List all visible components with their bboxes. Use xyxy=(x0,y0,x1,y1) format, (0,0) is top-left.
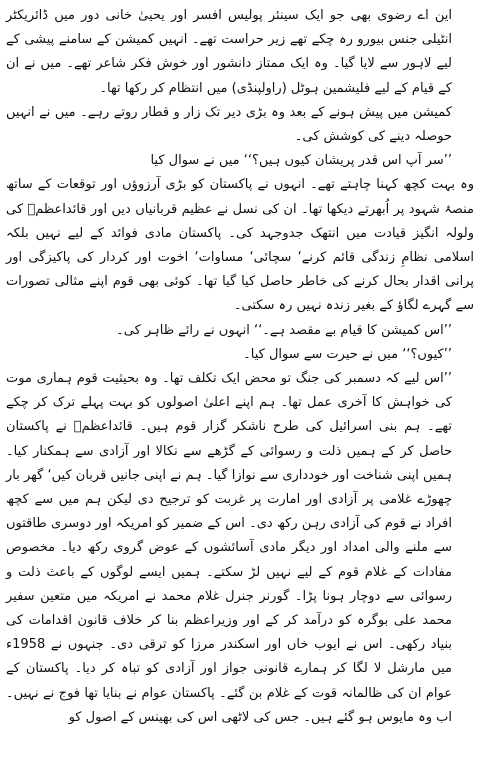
paragraph-question-why: ’’کیوں؟‘‘ میں نے حیرت سے سوال کیا۔ xyxy=(243,346,452,362)
paragraph-december-war: ’’اس لیے کہ دسمبر کی جنگ تو محض ایک تکلف تھا۔ وہ بحیثیت قوم ہماری موت کی خواہش کا آخری عمل تھا۔ ہم اپنے اعلیٰ اصولوں کو بہت پہلے ترک کر چکے تھے۔ ہم بنی اسرائیل کی طرح ناشکر گزار قوم ہیں۔ قائداعظمؒ نے پاکستان حاصل کر کے ہمیں ذلت و رسوائی کے گڑھے سے نکالا اور آزادی سے ہمکنار کیا۔ ہمیں اپنی شناخت اور خودداری سے نوازا گیا۔ ہم نے اپنی جانیں قربان کیں‘ گھر بار چھوڑے غلامی پر آزادی اور امارت پر غربت کو ترجیح دی لیکن ہم میں سے کچھ افراد نے قوم کی آزادی رہن رکھ دی۔ اس کے ضمیر کو امریکہ اور دوسری طاقتوں سے ملنے والی امداد اور دیگر مادی آسائشوں کے عوض گروی رکھ دیا۔ مخصوص مفادات کے غلام قوم کے لیے نہیں لڑ سکتے۔ ہمیں ایسے لوگوں کے باعث ذلت و رسوائی سے دوچار ہونا پڑا۔ گورنر جنرل غلام محمد نے امریکہ میں متعین سفیر محمد علی بوگرہ کو درآمد کر کے اور وزیراعظم بنا کر خلاف قانون اقدامات کی بنیاد رکھی۔ اس نے ایوب خاں اور اسکندر مرزا کو ترقی دی۔ جنہوں نے 1958ء میں مارشل لا لگا کر ہمارے قانونی جواز اور آزادی کو تباہ کر دیا۔ پاکستان کے عوام ان کی ظالمانہ قوت کے غلام بن گئے۔ پاکستان عوام نے بنایا تھا فوج نے نہیں۔ اب وہ مایوس ہو گئے ہیں۔ جس کی لاٹھی اس کی بھینس کے اصول کو xyxy=(6,371,452,725)
paragraph-commission-weeping: کمیشن میں پیش ہونے کے بعد وہ بڑی دیر تک زار و قطار روتے رہے۔ میں نے انہیں حوصلہ دینے کی کوشش کی۔ xyxy=(6,104,452,145)
paragraph-commission-pointless: ’’اس کمیشن کا قیام بے مقصد ہے۔‘‘ انہوں نے رائے ظاہر کی۔ xyxy=(116,322,452,338)
paragraph-rizvi-intro: این اے رضوی بھی جو ایک سینئر پولیس افسر اور یحییٰ خانی دور میں ڈائریکٹر انٹیلی جنس بیورو رہ چکے تھے زیر حراست تھے۔ انہیں کمیشن کے سامنے پیشی کے لیے لاہور سے لایا گیا۔ وہ ایک ممتاز دانشور اور خوش فکر شاعر تھے۔ میں نے ان کے قیام کے لیے فلیشمین ہوٹل (راولپنڈی) میں انتظام کر رکھا تھا۔ xyxy=(6,8,452,96)
paragraph-pakistan-ideals: وہ بہت کچھ کہنا چاہتے تھے۔ انہوں نے پاکستان کو بڑی آرزوؤں اور توقعات کے ساتھ منصۂ شہود پر اُبھرتے دیکھا تھا۔ ان کی نسل نے عظیم قربانیاں دیں اور قائداعظمؒ کی ولولہ انگیز قیادت میں انتھک جدوجہد کی۔ پاکستان مادی فوائد کے لیے نہیں بلکہ اسلامی نظامِ زندگی قائم کرنے‘ سچائی‘ مساوات‘ اخوت اور کردار کی پاکیزگی اور پرانی اقدار بحال کرنے کی خاطر حاصل کیا گیا تھا۔ کوئی بھی قوم اپنے مثالی تصورات سے گہرے لگاؤ کے بغیر زندہ نہیں رہ سکتی۔ xyxy=(6,177,474,314)
paragraph-question-worried: ’’سر آپ اس قدر پریشان کیوں ہیں؟‘‘ میں نے سوال کیا xyxy=(150,153,452,169)
article-body xyxy=(6,4,474,730)
